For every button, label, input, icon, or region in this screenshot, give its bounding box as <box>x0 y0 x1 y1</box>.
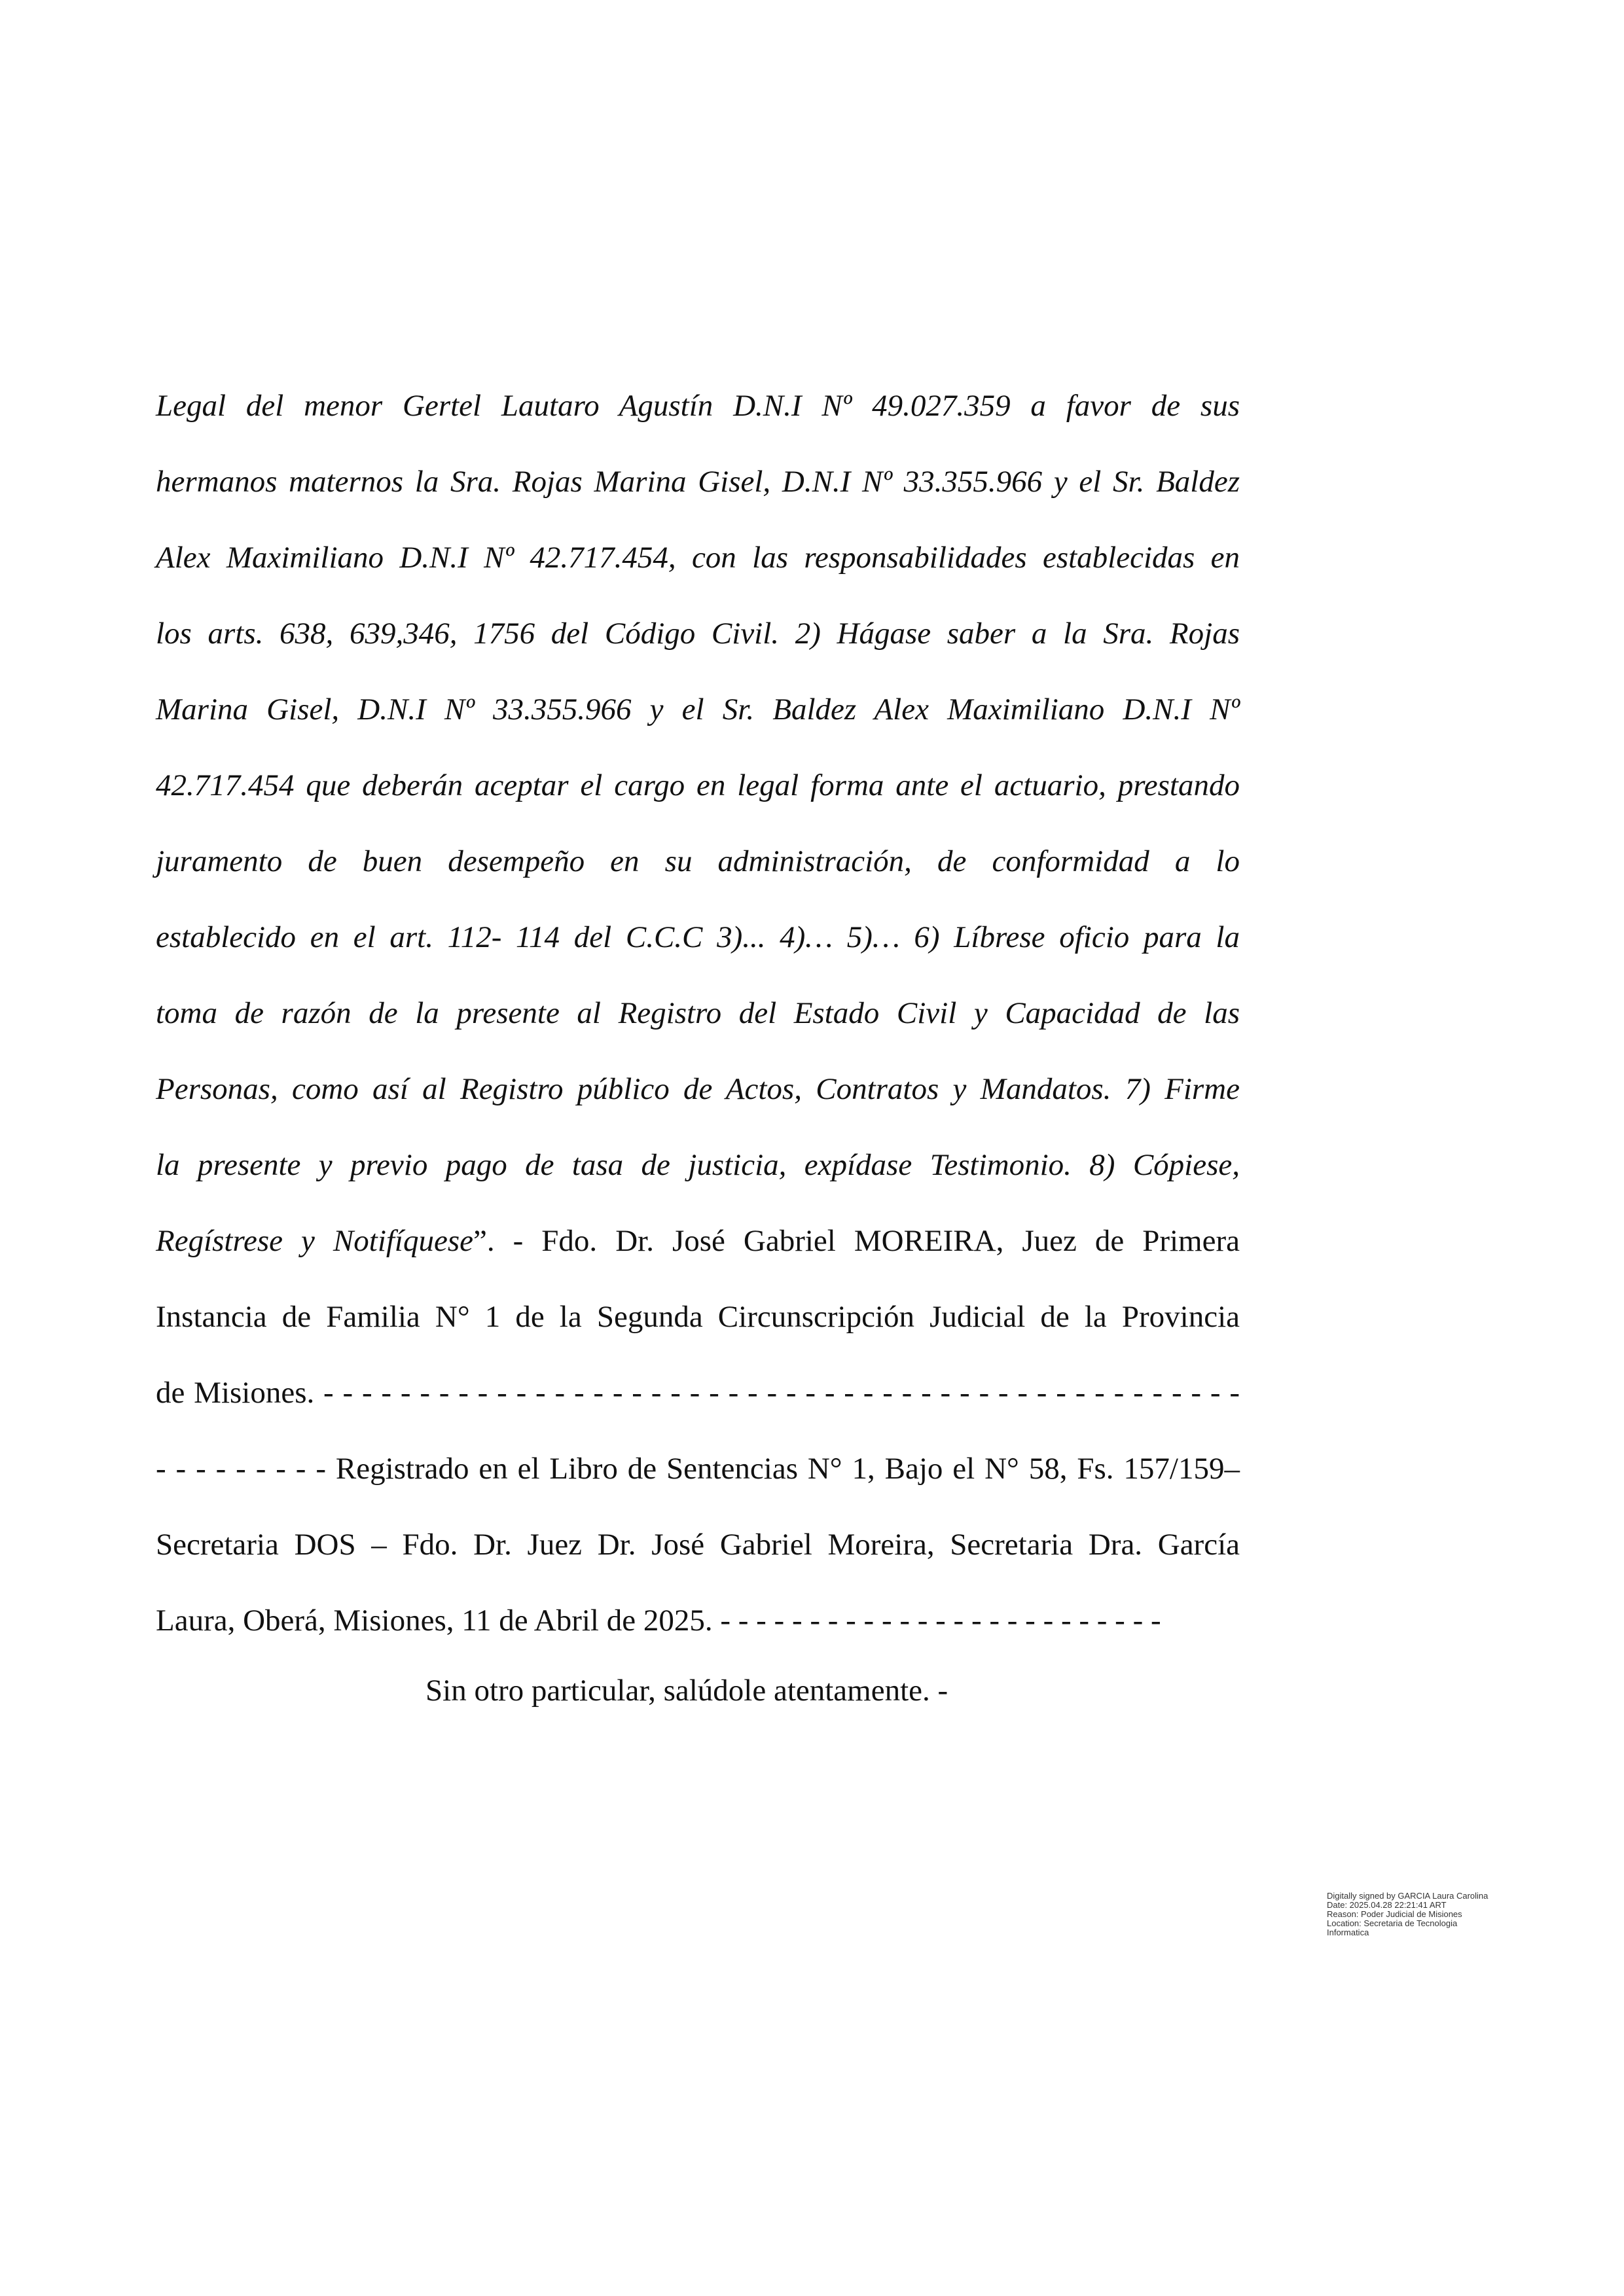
body-line-17: Laura, Oberá, Misiones, 11 de Abril de 2025. - - - - - - - - - - - - - - - - - - - - - - - - - <box>156 1604 1161 1638</box>
italic-segment: Regístrese y Notifíquese <box>156 1224 474 1258</box>
body-line-14: de Misiones. - - - - - - - - - - - - - - - - - - - - - - - - - - - - - - - - - - - - - - - - - - - - - - - - <box>156 1376 1240 1410</box>
body-line-5: Marina Gisel, D.N.I Nº 33.355.966 y el Sr. Baldez Alex Maximiliano D.N.I Nº <box>156 692 1240 726</box>
body-line-1: Legal del menor Gertel Lautaro Agustín D.N.I Nº 49.027.359 a favor de sus <box>156 389 1240 423</box>
body-line-4: los arts. 638, 639,346, 1756 del Código Civil. 2) Hágase saber a la Sra. Rojas <box>156 617 1240 651</box>
digital-signature-stamp <box>1327 1892 1576 1937</box>
plain-segment: ”. - Fdo. Dr. José Gabriel MOREIRA, Juez de Primera <box>473 1224 1240 1258</box>
signature-signed-by: Digitally signed by GARCIA Laura Carolina <box>1327 1891 1489 1901</box>
body-line-10: Personas, como así al Registro público de Actos, Contratos y Mandatos. 7) Firme <box>156 1072 1240 1106</box>
body-line-15: - - - - - - - - - Registrado en el Libro de Sentencias N° 1, Bajo el N° 58, Fs. 157/159– <box>156 1452 1240 1486</box>
body-line-7: juramento de buen desempeño en su administración, de conformidad a lo <box>156 844 1240 878</box>
body-line-6: 42.717.454 que deberán aceptar el cargo en legal forma ante el actuario, prestando <box>156 768 1240 802</box>
signature-location: Location: Secretaria de Tecnologia <box>1327 1918 1458 1928</box>
closing-salutation: Sin otro particular, salúdole atentamente. - <box>425 1674 948 1708</box>
body-line-12 <box>156 1223 1240 1259</box>
signature-date: Date: 2025.04.28 22:21:41 ART <box>1327 1900 1447 1910</box>
body-line-16: Secretaria DOS – Fdo. Dr. Juez Dr. José Gabriel Moreira, Secretaria Dra. García <box>156 1528 1240 1562</box>
signature-reason: Reason: Poder Judicial de Misiones <box>1327 1909 1462 1919</box>
signature-location-cont: Informatica <box>1327 1928 1369 1937</box>
body-line-8: establecido en el art. 112- 114 del C.C.C 3)... 4)… 5)… 6) Líbrese oficio para la <box>156 920 1240 954</box>
body-line-13: Instancia de Familia N° 1 de la Segunda Circunscripción Judicial de la Provincia <box>156 1300 1240 1334</box>
body-line-11: la presente y previo pago de tasa de justicia, expídase Testimonio. 8) Cópiese, <box>156 1148 1240 1182</box>
body-line-2: hermanos maternos la Sra. Rojas Marina Gisel, D.N.I Nº 33.355.966 y el Sr. Baldez <box>156 465 1240 499</box>
body-line-3: Alex Maximiliano D.N.I Nº 42.717.454, con las responsabilidades establecidas en <box>156 541 1240 575</box>
body-line-9: toma de razón de la presente al Registro del Estado Civil y Capacidad de las <box>156 996 1240 1030</box>
